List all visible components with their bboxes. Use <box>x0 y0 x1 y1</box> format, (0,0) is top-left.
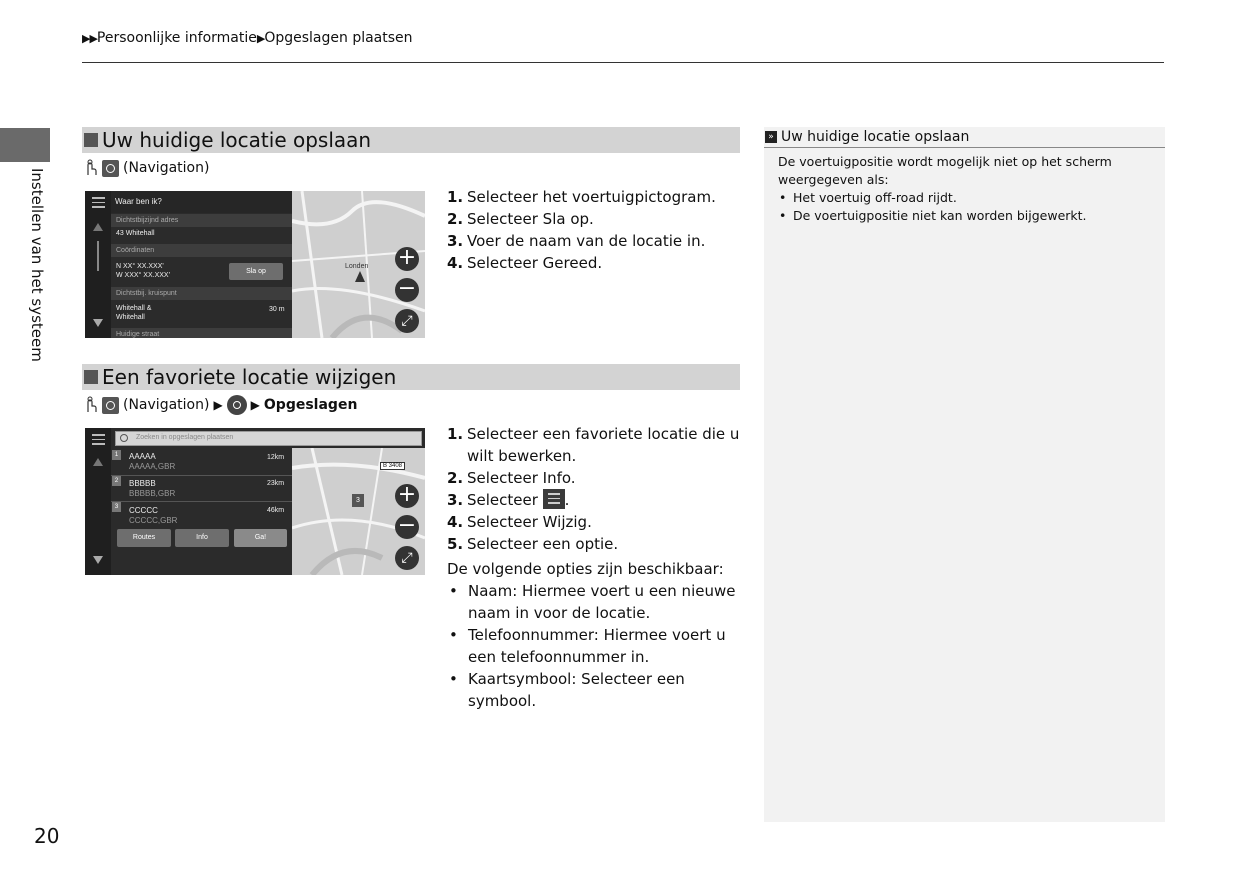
screen-where-am-i <box>85 191 425 338</box>
header-divider <box>82 62 1164 63</box>
scroll-up-icon[interactable] <box>93 458 103 466</box>
screen-saved-places <box>85 428 425 575</box>
screen-left-rail <box>85 428 111 575</box>
location-pin-icon[interactable]: 3 <box>352 494 364 507</box>
breadcrumb-item-saved-places[interactable]: Opgeslagen plaatsen <box>264 30 413 46</box>
hamburger-menu-icon[interactable] <box>92 197 105 211</box>
navigation-button-icon <box>102 160 119 177</box>
zoom-in-icon[interactable]: + <box>395 484 419 508</box>
item-sub: CCCCC,GBR <box>129 516 178 525</box>
steps-edit-favorite <box>447 423 739 555</box>
section-header-save-location <box>82 127 740 153</box>
junction-distance: 30 m <box>269 306 285 313</box>
breadcrumb-separator-icon: ▶ <box>256 32 265 45</box>
page-number: 20 <box>34 824 60 848</box>
item-name: BBBBB <box>129 479 156 488</box>
path-arrow-icon: ▶ <box>250 398 260 412</box>
options-list <box>447 580 737 712</box>
sidebar-note <box>764 127 1165 822</box>
item-sub: AAAAA,GBR <box>129 462 176 471</box>
section-title: Een favoriete locatie wijzigen <box>102 365 397 389</box>
step-1-continued: wilt bewerken. <box>467 447 577 465</box>
step-1: 1. Selecteer een favoriete locatie die u <box>447 425 740 443</box>
section-square-icon <box>84 133 98 147</box>
section-title: Uw huidige locatie opslaan <box>102 128 372 152</box>
search-icon <box>227 395 247 415</box>
search-placeholder: Zoeken in opgeslagen plaatsen <box>136 434 234 441</box>
item-name: AAAAA <box>129 452 156 461</box>
option-name: • Naam: Hiermee voert u een nieuwe naam in voor de locatie. <box>447 580 737 624</box>
zoom-out-icon[interactable]: − <box>395 278 419 302</box>
procedure-path <box>84 158 209 178</box>
path-arrow-icon: ▶ <box>213 398 223 412</box>
info-button[interactable]: Info <box>175 529 229 547</box>
row-divider <box>111 475 292 476</box>
junction-line-2: Whitehall <box>116 314 145 321</box>
procedure-path <box>84 395 357 415</box>
step-5: 5. Selecteer een optie. <box>447 535 619 553</box>
item-index: 1 <box>112 450 121 460</box>
item-distance: 46km <box>267 507 285 514</box>
road-sign: B 3408 <box>380 462 405 470</box>
scroll-up-icon[interactable] <box>93 223 103 231</box>
coordinate-west: W XXX° XX.XXX' <box>116 272 170 279</box>
reference-arrow-icon: » <box>765 131 777 143</box>
nav-target: Opgeslagen <box>263 397 358 413</box>
section-header-edit-favorite <box>82 364 740 390</box>
navigation-button-icon <box>102 397 119 414</box>
sidebar-intro-line-2: weergegeven als: <box>778 172 889 187</box>
sidebar-bullet: • De voertuigpositie niet kan worden bijgewerkt. <box>778 207 1158 225</box>
subheader-junction: Dichtstbij. kruispunt <box>111 287 292 300</box>
sidebar-body <box>778 153 1158 225</box>
sidebar-title: Uw huidige locatie opslaan <box>781 129 970 145</box>
step-3: 3. Voer de naam van de locatie in. <box>447 232 706 250</box>
subheader-address: Dichtstbijzijnd adres <box>111 214 292 227</box>
scroll-down-icon[interactable] <box>93 556 103 564</box>
finger-touch-icon <box>84 159 98 177</box>
map-city-label: Londen <box>345 263 369 270</box>
item-index: 2 <box>112 476 121 486</box>
hamburger-menu-icon[interactable] <box>92 434 105 448</box>
steps-save-location <box>447 186 716 274</box>
section-square-icon <box>84 370 98 384</box>
step-1: 1. Selecteer het voertuigpictogram. <box>447 188 716 206</box>
nav-label: (Navigation) <box>123 397 210 413</box>
fullscreen-icon[interactable]: ⤢ <box>395 546 419 570</box>
options-intro: De volgende opties zijn beschikbaar: <box>447 560 724 578</box>
sidebar-bullet: • Het voertuig off-road rijdt. <box>778 189 1158 207</box>
search-input[interactable] <box>115 431 422 446</box>
nav-label: (Navigation) <box>123 160 210 176</box>
sidebar-intro-line-1: De voertuigpositie wordt mogelijk niet op het scherm <box>778 154 1112 169</box>
subheader-street: Huidige straat <box>111 328 292 338</box>
zoom-in-icon[interactable]: + <box>395 247 419 271</box>
item-distance: 23km <box>267 480 285 487</box>
hamburger-menu-icon <box>543 489 565 509</box>
step-2: 2. Selecteer Info. <box>447 469 576 487</box>
routes-button[interactable]: Routes <box>117 529 171 547</box>
step-2: 2. Selecteer Sla op. <box>447 210 594 228</box>
save-button[interactable]: Sla op <box>229 263 283 280</box>
row-divider <box>111 501 292 502</box>
item-name: CCCCC <box>129 506 158 515</box>
breadcrumb-item-personal-info[interactable]: Persoonlijke informatie <box>96 30 257 46</box>
coordinate-north: N XX° XX.XXX' <box>116 263 164 270</box>
go-button[interactable]: Ga! <box>234 529 287 547</box>
item-distance: 12km <box>267 454 285 461</box>
scroll-down-icon[interactable] <box>93 319 103 327</box>
breadcrumb <box>82 30 413 46</box>
scrollbar[interactable] <box>97 241 99 271</box>
search-icon <box>120 434 128 442</box>
chapter-label: Instellen van het systeem <box>28 168 46 362</box>
fullscreen-icon[interactable]: ⤢ <box>395 309 419 333</box>
option-map-symbol: • Kaartsymbool: Selecteer een symbool. <box>447 668 737 712</box>
zoom-out-icon[interactable]: − <box>395 515 419 539</box>
breadcrumb-arrows-icon: ▶▶ <box>82 32 97 45</box>
option-phone: • Telefoonnummer: Hiermee voert u een telefoonnummer in. <box>447 624 737 668</box>
item-sub: BBBBB,GBR <box>129 489 176 498</box>
junction-line-1: Whitehall & <box>116 305 152 312</box>
sidebar-header <box>764 127 1165 148</box>
step-4: 4. Selecteer Wijzig. <box>447 513 592 531</box>
vehicle-icon[interactable] <box>355 271 365 282</box>
address-value: 43 Whitehall <box>116 230 155 237</box>
subheader-coordinates: Coördinaten <box>111 244 292 257</box>
item-index: 3 <box>112 502 121 512</box>
screen-title: Waar ben ik? <box>115 197 162 206</box>
chapter-tab <box>0 128 50 162</box>
step-4: 4. Selecteer Gereed. <box>447 254 603 272</box>
step-3: 3. Selecteer . <box>447 491 570 509</box>
finger-touch-icon <box>84 396 98 414</box>
